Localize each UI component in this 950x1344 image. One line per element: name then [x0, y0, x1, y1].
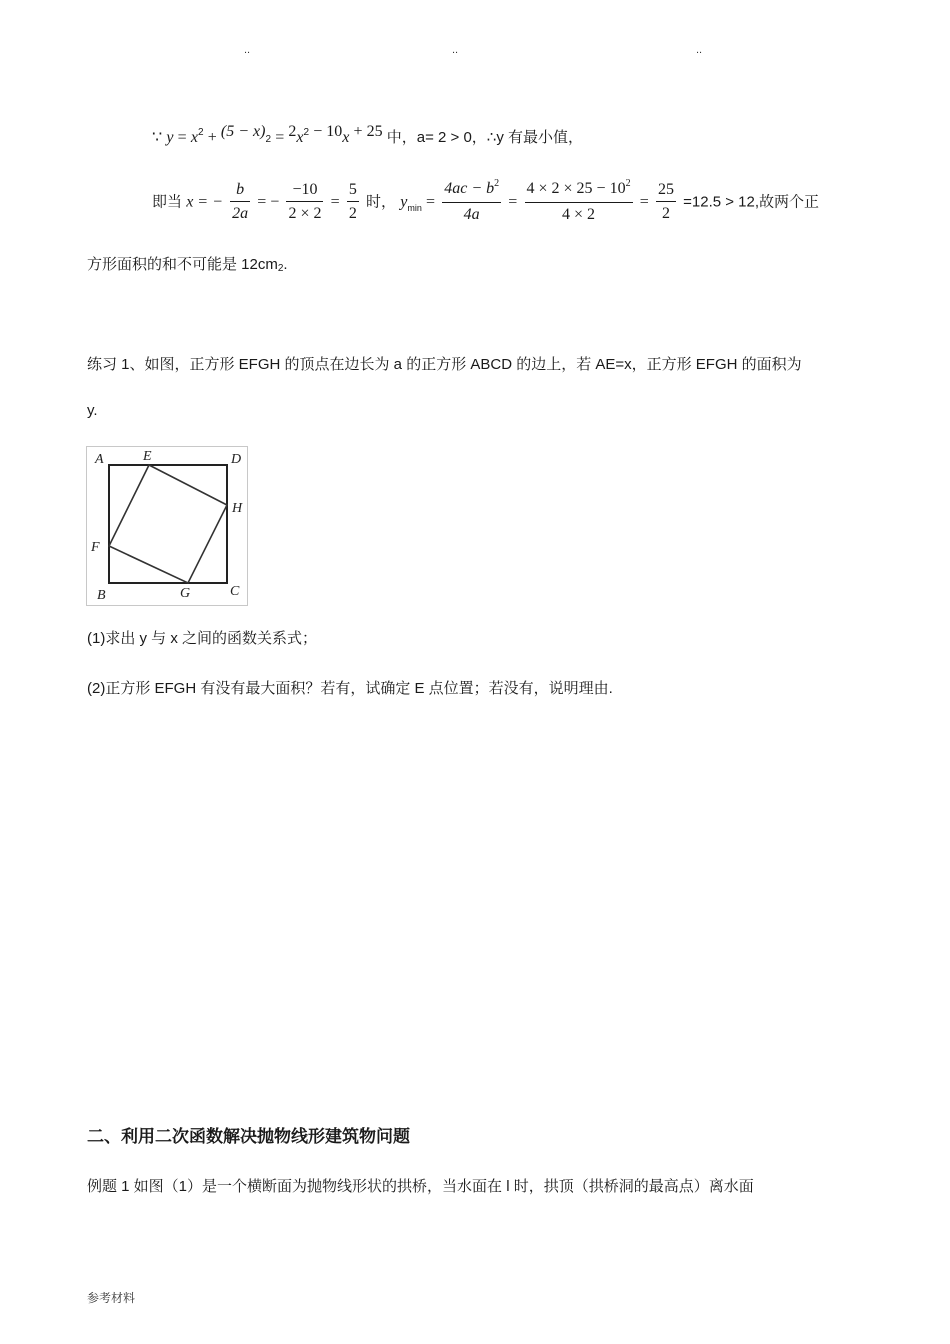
equals: = — [275, 129, 285, 146]
page-footer: 参考材料 — [87, 1291, 136, 1305]
exponent: 2 — [265, 134, 272, 145]
coef-2: 2 — [288, 123, 297, 140]
frac-num: −10 — [286, 179, 323, 202]
equals: = — [426, 193, 436, 211]
conclusion-text: 方形面积的和不可能是 12cm — [87, 256, 278, 273]
exponent: 2 — [303, 127, 310, 138]
frac-den: 4 × 2 — [562, 206, 596, 223]
section-2-title: 二、利用二次函数解决抛物线形建筑物问题 — [87, 1127, 410, 1146]
equals: = — [508, 193, 518, 211]
equals: = — [639, 193, 649, 211]
square-diagram — [87, 447, 247, 605]
equals: = — [330, 193, 340, 211]
var-x: x — [342, 129, 350, 146]
lead-text: 即当 — [152, 193, 183, 211]
frac-num: 25 — [656, 179, 676, 202]
equals-neg: = − — [257, 193, 280, 211]
label-h: H — [232, 501, 243, 516]
min-subscript: min — [407, 203, 422, 214]
var-y: y — [166, 129, 174, 146]
frac-den: 4a — [463, 206, 480, 223]
label-c: C — [230, 584, 240, 599]
formula-line-1 — [152, 123, 584, 147]
exercise1-line2: y. — [87, 402, 98, 419]
unit-subscript: 2 — [277, 263, 284, 274]
label-d: D — [231, 452, 242, 467]
exponent: 2 — [197, 127, 204, 138]
frac-num: 5 — [347, 179, 359, 202]
square-figure — [86, 446, 248, 606]
inner-square-efgh — [109, 465, 227, 583]
equals: = — [177, 129, 187, 146]
term-plus-25: + 25 — [353, 123, 383, 140]
label-b: B — [97, 588, 106, 603]
outer-square-abcd — [109, 465, 227, 583]
var-x: x — [296, 129, 304, 146]
term-minus-10: − 10 — [313, 123, 343, 140]
result-text: =12.5 > 12,故两个正 — [683, 193, 820, 211]
shi-text: 时， — [366, 193, 397, 211]
frac-num: 4ac − b — [444, 180, 495, 197]
frac-den: 2a — [232, 205, 249, 222]
frac-den: 2 × 2 — [288, 205, 322, 222]
var-x: x — [190, 129, 198, 146]
frac-vertex-formula — [442, 178, 501, 227]
formula1-tail-text: 中，a= 2 > 0，∴y 有最小值， — [386, 129, 584, 146]
plus: + — [207, 129, 217, 146]
frac-den: 2 — [348, 205, 357, 222]
exponent: 2 — [494, 178, 500, 189]
frac-numeric — [525, 178, 633, 227]
label-a: A — [95, 452, 104, 467]
exponent: 2 — [625, 178, 631, 189]
conclusion-end: . — [283, 256, 288, 273]
x-equals: x = − — [186, 193, 223, 211]
header-dot-1: .. — [244, 44, 251, 56]
frac-neg10-over-4 — [286, 179, 323, 226]
frac-25-over-2 — [656, 179, 676, 226]
exercise1-line1: 练习 1、如图，正方形 EFGH 的顶点在边长为 a 的正方形 ABCD 的边上，若 AE=x，正方形 EFGH 的面积为 — [87, 356, 802, 373]
formula-line-2 — [152, 178, 819, 227]
frac-5-over-2 — [347, 179, 359, 226]
frac-den: 2 — [661, 205, 670, 222]
paren-term: (5 − x) — [220, 123, 266, 140]
conclusion-line — [87, 253, 288, 274]
label-e: E — [143, 449, 152, 464]
var-y: y — [400, 193, 408, 211]
question-1: (1)求出 y 与 x 之间的函数关系式； — [87, 630, 318, 647]
label-f: F — [91, 540, 100, 555]
frac-b-over-2a — [230, 179, 250, 226]
frac-num: b — [230, 179, 250, 202]
example-1-text: 例题 1 如图（1）是一个横断面为抛物线形状的拱桥，当水面在 l 时，拱顶（拱桥洞的最高点）离水面 — [87, 1178, 754, 1195]
header-dot-3: .. — [696, 44, 703, 56]
label-g: G — [180, 586, 191, 601]
header-dot-2: .. — [452, 44, 459, 56]
frac-num: 4 × 2 × 25 − 10 — [526, 180, 626, 197]
because-symbol: ∵ — [152, 129, 163, 146]
question-2: (2)正方形 EFGH 有没有最大面积？若有，试确定 E 点位置；若没有，说明理由. — [87, 680, 613, 697]
